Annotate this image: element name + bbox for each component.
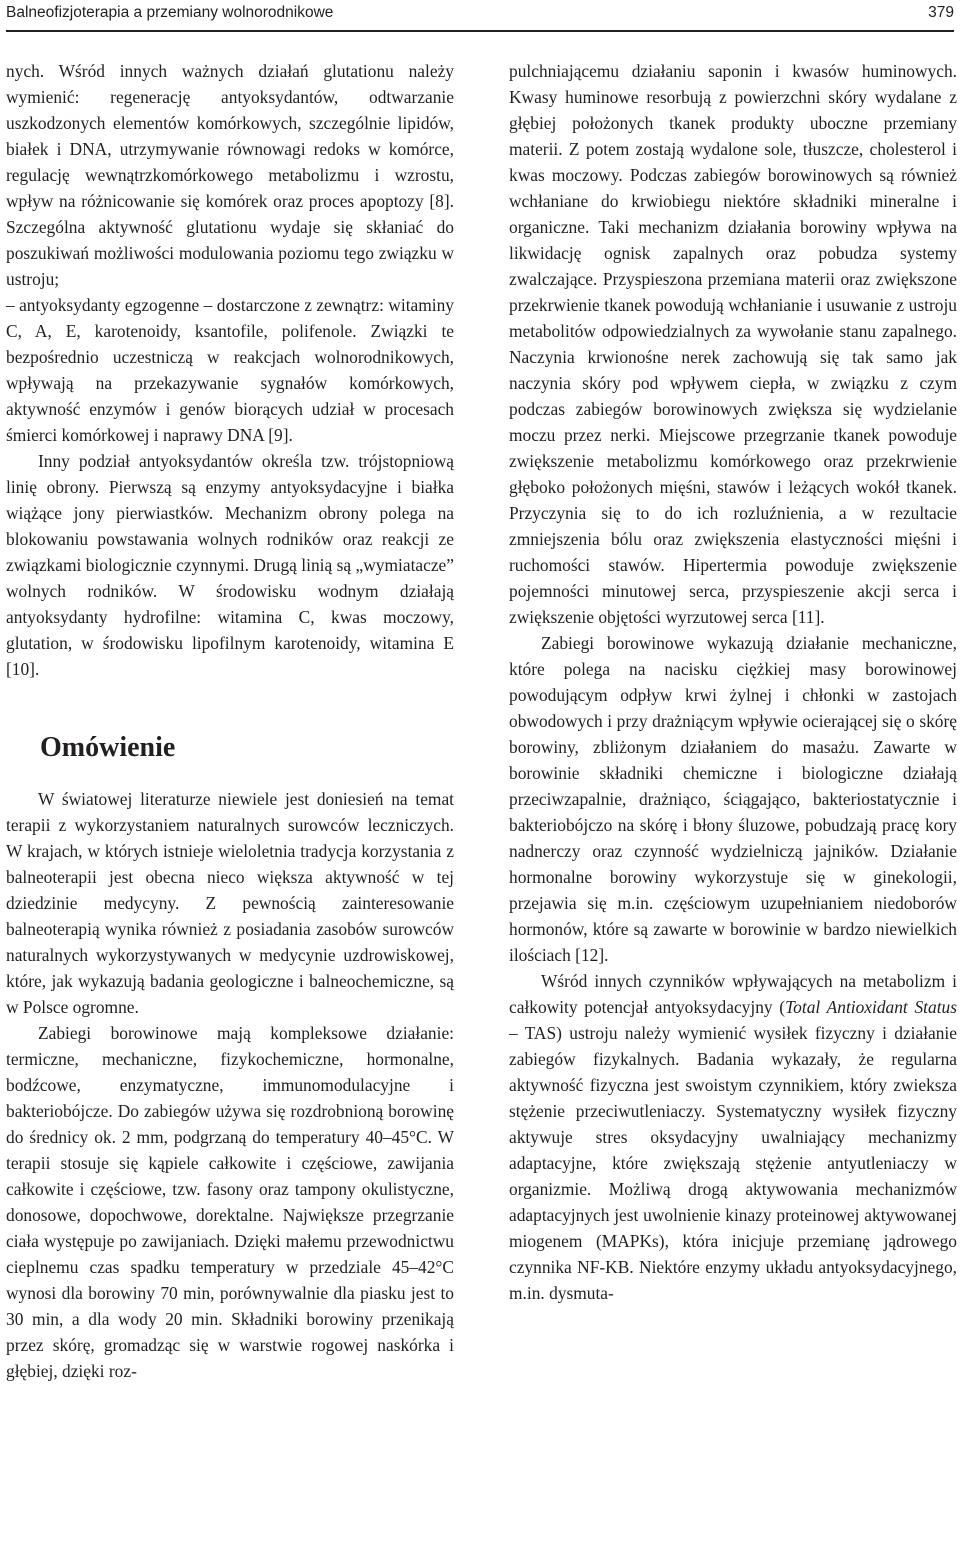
section-heading: Omówienie (40, 732, 176, 763)
page-header (6, 0, 954, 26)
paragraph-text: – TAS) ustroju należy wymienić wysiłek fizyczny i działanie zabiegów fizykalnych. Badania wykazały, że regularna aktywność fizyczna jest swoistym czynnikiem, który zwieksza stężenie przeciwutleniaczy. Systematyczny wysiłek fizyczny aktywuje stres oksydacyjny uwalniający mechanizmy adaptacyjne, które zwiększają stężenie antyutleniaczy w organizmie. Możliwą drogą aktywowania mechanizmów adaptacyjnych jest uwolnienie kinazy proteinowej aktywowanej miogenem (MAPKs), która inicjuje przemianę jądrowego czynnika NF-KB. Niektóre enzymy układu antyoksydacyjnego, m.in. dysmuta- (509, 1023, 957, 1303)
header-rule (6, 30, 954, 32)
paragraph: Zabiegi borowinowe mają kompleksowe działanie: termiczne, mechaniczne, fizykochemiczne, hormonalne, bodźcowe, enzymatyczne, immunomodulacyjne i bakteriobójcze. Do zabiegów używa się rozdrobnioną borowinę do średnicy ok. 2 mm, podgrzaną do temperatury 40–45°C. W terapii stosuje się kąpiele całkowite i częściowe, zawijania całkowite i częściowe, tzw. fasony oraz tampony okulistyczne, donosowe, dopochwowe, dorektalne. Największe przegrzanie ciała występuje po zawijaniach. Dzięki małemu przewodnictwu cieplnemu czas spadku temperatury w przedziale 45–42°C wynosi dla borowiny 70 min, porównywalnie dla piasku jest to 30 min, a dla wody 20 min. Składniki borowiny przenikają przez skórę, gromadząc się w warstwie rogowej naskórka i głębiej, dzięki roz- (6, 1023, 454, 1381)
italic-term: Total Antioxidant Status (785, 997, 957, 1017)
running-title: Balneofizjoterapia a przemiany wolnorodnikowe (6, 4, 334, 21)
paragraph: – antyoksydanty egzogenne – dostarczone z zewnątrz: witaminy C, A, E, karotenoidy, ksantofile, polifenole. Związki te bezpośrednio uczestniczą w reakcjach wolnorodnikowych, wpływają na przekazywanie sygnałów komórkowych, aktywność enzymów i genów biorących udział w procesach śmierci komórkowej i naprawy DNA [9]. (6, 295, 454, 445)
paragraph-text: Wśród innych czynników wpływających na metabolizm i całkowity potencjał antyoksydacyjny ( (509, 971, 957, 1017)
paragraph: W światowej literaturze niewiele jest doniesień na temat terapii z wykorzystaniem naturalnych surowców leczniczych. W krajach, w których istnieje wieloletnia tradycja korzystania z balneoterapii jest obecna nieco większa aktywność w tej dziedzinie medycyny. Z pewnością zainteresowanie balneoterapią wynika również z posiadania zasobów surowców naturalnych wykorzystywanych w medycynie uzdrowiskowej, które, jak wykazują badania geologiczne i balneochemiczne, są w Polsce ogromne. (6, 789, 454, 1017)
right-column (509, 58, 957, 1306)
page-number: 379 (928, 4, 954, 21)
paragraph: Inny podział antyoksydantów określa tzw. trójstopniową linię obrony. Pierwszą są enzymy antyoksydacyjne i białka wiążące jony pierwiastków. Mechanizm obrony polega na blokowaniu powstawania wolnych rodników oraz reakcji ze związkami biologicznie czynnymi. Drugą linią są „wymiatacze” wolnych rodników. W środowisku wodnym działają antyoksydanty hydrofilne: witamina C, kwas moczowy, glutation, w środowisku lipofilnym karotenoidy, witamina E [10]. (6, 451, 454, 679)
paragraph: pulchniającemu działaniu saponin i kwasów huminowych. Kwasy huminowe resorbują z powierzchni skóry wydalane z głębiej położonych tkanek produkty uboczne przemiany materii. Z potem zostają wydalone sole, tłuszcze, cholesterol i kwas moczowy. Podczas zabiegów borowinowych są również wchłaniane do krwiobiegu niektóre składniki mineralne i organiczne. Taki mechanizm działania borowiny wpływa na likwidację ognisk zapalnych oraz pobudza systemy zwalczające. Przyspieszona przemiana materii oraz zwiększone przekrwienie tkanek powodują wchłanianie i usuwanie z ustroju metabolitów odpowiedzialnych za wywołanie stanu zapalnego. Naczynia krwionośne nerek zachowują się tak samo jak naczynia skóry pod wpływem ciepła, w związku z czym podczas zabiegów borowinowych zwiększa się wydzielanie moczu przez nerki. Miejscowe przegrzanie tkanek powoduje zwiększenie metabolizmu komórkowego oraz przekrwienie głęboko położonych mięśni, stawów i leżących wokół tkanek. Przyczynia się to do ich rozluźnienia, a w rezultacie zmniejszenia bólu oraz zwiększenia elastyczności mięśni i ruchomości stawów. Hipertermia powoduje zwiększenie pojemności minutowej serca, przyspieszenie akcji serca i zwiększenie objętości wyrzutowej serca [11]. (509, 61, 957, 627)
paragraph: Zabiegi borowinowe wykazują działanie mechaniczne, które polega na nacisku ciężkiej masy borowinowej powodującym odpływ krwi żylnej i chłonki w zastojach obwodowych i przy drażniącym wpływie ocierającej się o skórę borowiny, zbliżonym działaniem do masażu. Zawarte w borowinie składniki chemiczne i biologiczne działają przeciwzapalnie, drażniąco, ściągająco, bakteriostatycznie i bakteriobójczo na skórę i błony śluzowe, pobudzają pracę kory nadnerczy oraz czynność wydzielniczą jajników. Działanie hormonalne borowiny wykorzystuje się w ginekologii, przejawia się m.in. częściowym uzupełnianiem niedoborów hormonów, które są zawarte w borowinie w bardzo niewielkich ilościach [12]. (509, 633, 957, 965)
paragraph: nych. Wśród innych ważnych działań glutationu należy wymienić: regenerację antyoksydantów, odtwarzanie uszkodzonych elementów komórkowych, szczególnie lipidów, białek i DNA, utrzymywanie równowagi redoks w komórce, regulację wewnątrzkomórkowego metabolizmu i wzrostu, wpływ na różnicowanie się komórek oraz proces apoptozy [8]. Szczególna aktywność glutationu wydaje się skłaniać do poszukiwań możliwości modulowania poziomu tego związku w ustroju; (6, 61, 454, 289)
paragraph (509, 968, 957, 1306)
left-column (6, 58, 454, 1384)
